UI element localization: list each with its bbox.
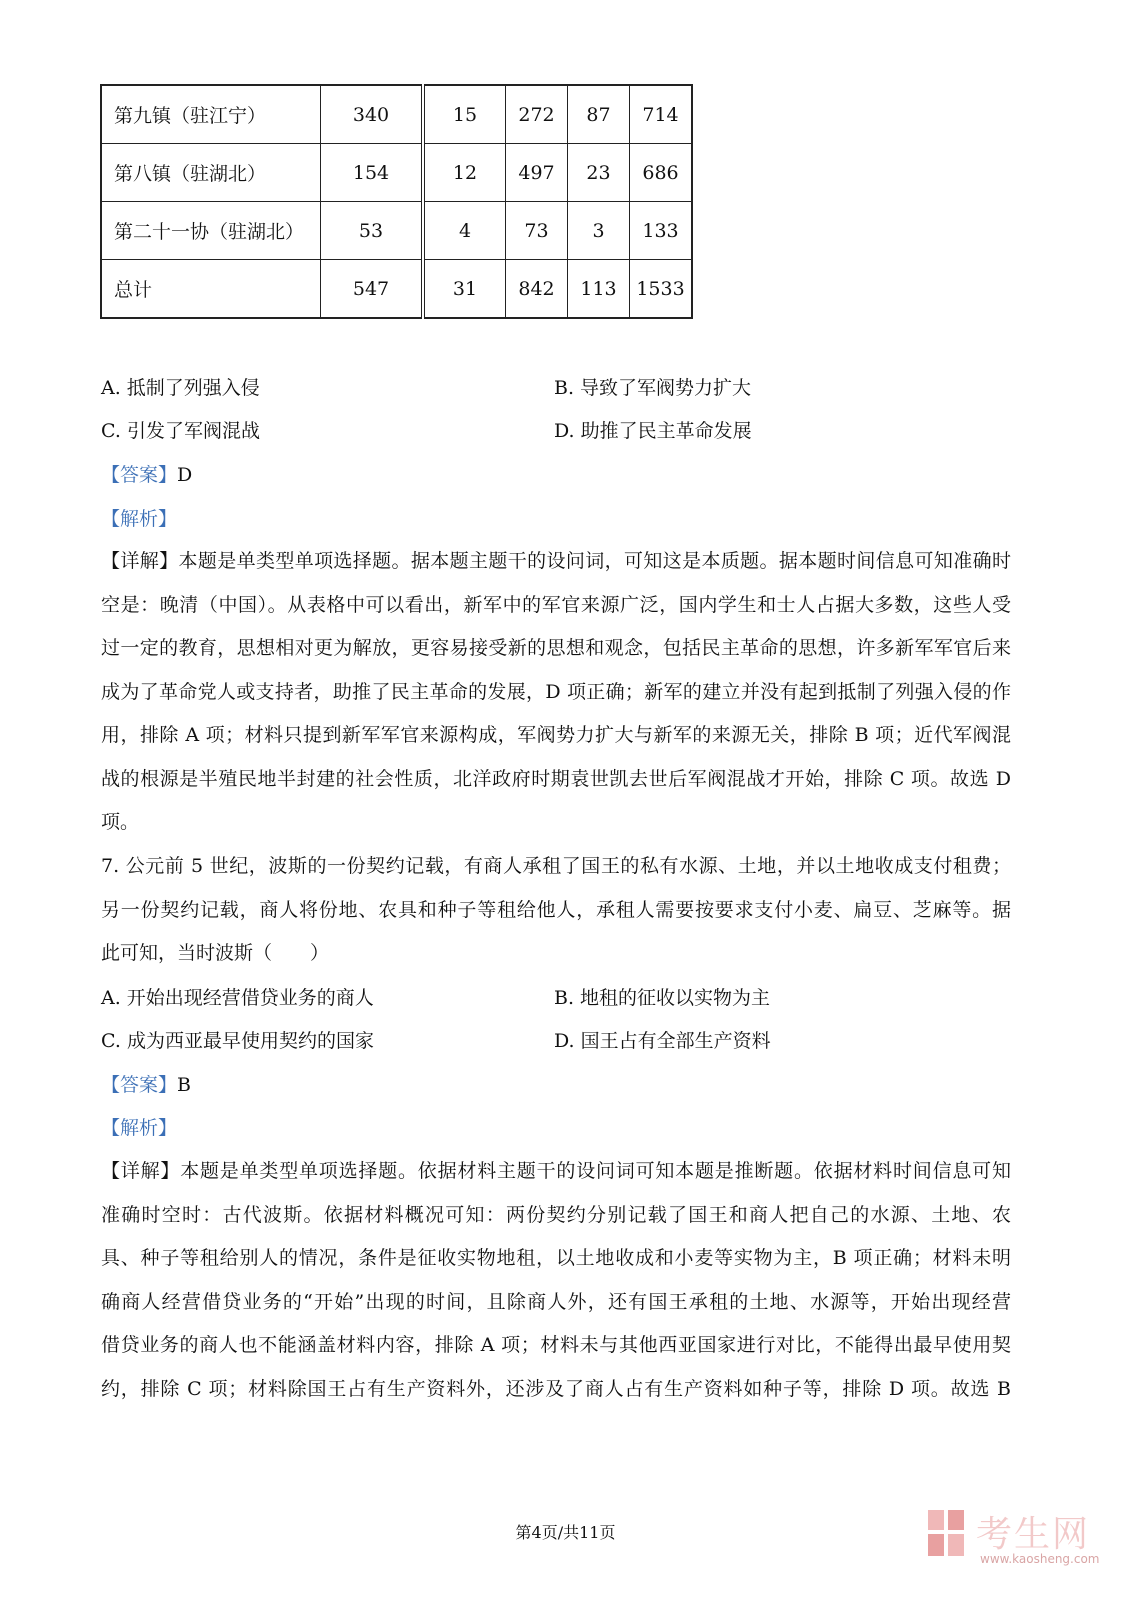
table-cell: 547 [321, 260, 424, 319]
q7-detail [101, 1150, 1011, 1411]
officer-source-table [100, 84, 693, 319]
detail-tag: 【详解】 [101, 1160, 181, 1182]
table-cell: 686 [630, 144, 693, 202]
detail-line: 项。 [101, 811, 140, 833]
answer-value: B [177, 1074, 191, 1096]
q7-option-c: C. 成为西亚最早使用契约的国家 [101, 1030, 374, 1052]
table-cell: 15 [423, 85, 506, 144]
table-cell: 12 [423, 144, 506, 202]
answer-tag: 【答案】 [101, 1074, 178, 1096]
q7-answer [101, 1072, 191, 1098]
table-cell: 总计 [101, 260, 321, 319]
table-cell: 340 [321, 85, 424, 144]
table-cell: 133 [630, 202, 693, 260]
q6-option-b: B. 导致了军阀势力扩大 [554, 377, 752, 399]
detail-line: 确商人经营借贷业务的“开始”出现的时间，且除商人外，还有国王承租的土地、水源等，开始出现经营 [101, 1290, 1011, 1313]
detail-line: 成为了革命党人或支持者，助推了民主革命的发展，D 项正确；新军的建立并没有起到抵制了列强入侵的作 [101, 680, 1011, 703]
table-cell: 497 [506, 144, 568, 202]
q6-detail [101, 540, 1011, 845]
table-row [101, 144, 692, 202]
table-cell: 第九镇（驻江宁） [101, 85, 321, 144]
detail-line: 准确时空时：古代波斯。依据材料概况可知：两份契约分别记载了国王和商人把自己的水源、土地、农 [101, 1203, 1011, 1226]
page-number: 第4页/共11页 [515, 1523, 616, 1542]
detail-line: 本题是单类型单项选择题。依据材料主题干的设问词可知本题是推断题。依据材料时间信息可知 [180, 1160, 1011, 1182]
detail-line: 空是：晚清（中国）。从表格中可以看出，新军中的军官来源广泛，国内学生和士人占据大多数，这些人受 [101, 593, 1011, 616]
table-cell: 73 [506, 202, 568, 260]
q7-option-b: B. 地租的征收以实物为主 [554, 987, 771, 1009]
detail-line: 战的根源是半殖民地半封建的社会性质，北洋政府时期袁世凯去世后军阀混战才开始，排除 C 项。故选 D [101, 767, 1011, 790]
detail-line: 本题是单类型单项选择题。据本题主题干的设问词，可知这是本质题。据本题时间信息可知准确时 [178, 550, 1011, 572]
table-cell: 第二十一协（驻湖北） [101, 202, 321, 260]
table-cell: 272 [506, 85, 568, 144]
stem-line: 7. 公元前 5 世纪，波斯的一份契约记载，有商人承租了国王的私有水源、土地，并以土地收成支付租费； [101, 855, 1011, 877]
table-cell: 154 [321, 144, 424, 202]
q6-analysis-tag [101, 506, 177, 532]
table-cell: 23 [568, 144, 630, 202]
table-cell: 87 [568, 85, 630, 144]
detail-line: 约，排除 C 项；材料除国王占有生产资料外，还涉及了商人占有生产资料如种子等，排除 D 项。故选 B [101, 1377, 1011, 1400]
table-cell: 53 [321, 202, 424, 260]
table-row [101, 260, 692, 319]
q7-option-d: D. 国王占有全部生产资料 [554, 1030, 771, 1052]
detail-line: 用，排除 A 项；材料只提到新军军官来源构成，军阀势力扩大与新军的来源无关，排除 B 项；近代军阀混 [101, 724, 1011, 746]
detail-line: 过一定的教育，思想相对更为解放，更容易接受新的思想和观念，包括民主革命的思想，许多新军军官后来 [101, 637, 1011, 659]
detail-tag: 【详解】 [101, 550, 179, 572]
table-cell: 113 [568, 260, 630, 319]
logo-text: 考生网 [976, 1514, 1091, 1555]
table-cell: 3 [568, 202, 630, 260]
answer-tag: 【答案】 [101, 464, 178, 486]
stem-line: 此可知，当时波斯（ ） [101, 942, 330, 964]
table-cell: 842 [506, 260, 568, 319]
table-cell: 1533 [630, 260, 693, 319]
detail-line: 借贷业务的商人也不能涵盖材料内容，排除 A 项；材料未与其他西亚国家进行对比，不能得出最早使用契 [101, 1334, 1011, 1356]
table-cell: 第八镇（驻湖北） [101, 144, 321, 202]
q7-option-a: A. 开始出现经营借贷业务的商人 [101, 987, 374, 1009]
detail-line: 具、种子等租给别人的情况，条件是征收实物地租，以土地收成和小麦等实物为主，B 项正确；材料未明 [101, 1247, 1011, 1269]
q6-answer [101, 462, 192, 488]
table-row [101, 202, 692, 260]
q7-analysis-tag [101, 1115, 177, 1141]
answer-value: D [177, 464, 193, 486]
q6-option-d: D. 助推了民主革命发展 [554, 420, 752, 442]
stem-line: 另一份契约记载，商人将份地、农具和种子等租给他人，承租人需要按要求支付小麦、扁豆、芝麻等。据 [101, 898, 1011, 921]
table-cell: 714 [630, 85, 693, 144]
kaosheng-logo [928, 1508, 1098, 1578]
logo-mark-icon [928, 1510, 968, 1558]
table-cell: 4 [423, 202, 506, 260]
table-cell: 31 [423, 260, 506, 319]
analysis-tag: 【解析】 [101, 1117, 178, 1139]
analysis-tag: 【解析】 [101, 508, 178, 530]
q6-option-c: C. 引发了军阀混战 [101, 420, 260, 442]
q7-stem [101, 845, 1011, 976]
table-row [101, 85, 692, 144]
q6-option-a: A. 抵制了列强入侵 [101, 377, 260, 399]
logo-url: www.kaosheng.com [980, 1552, 1100, 1566]
